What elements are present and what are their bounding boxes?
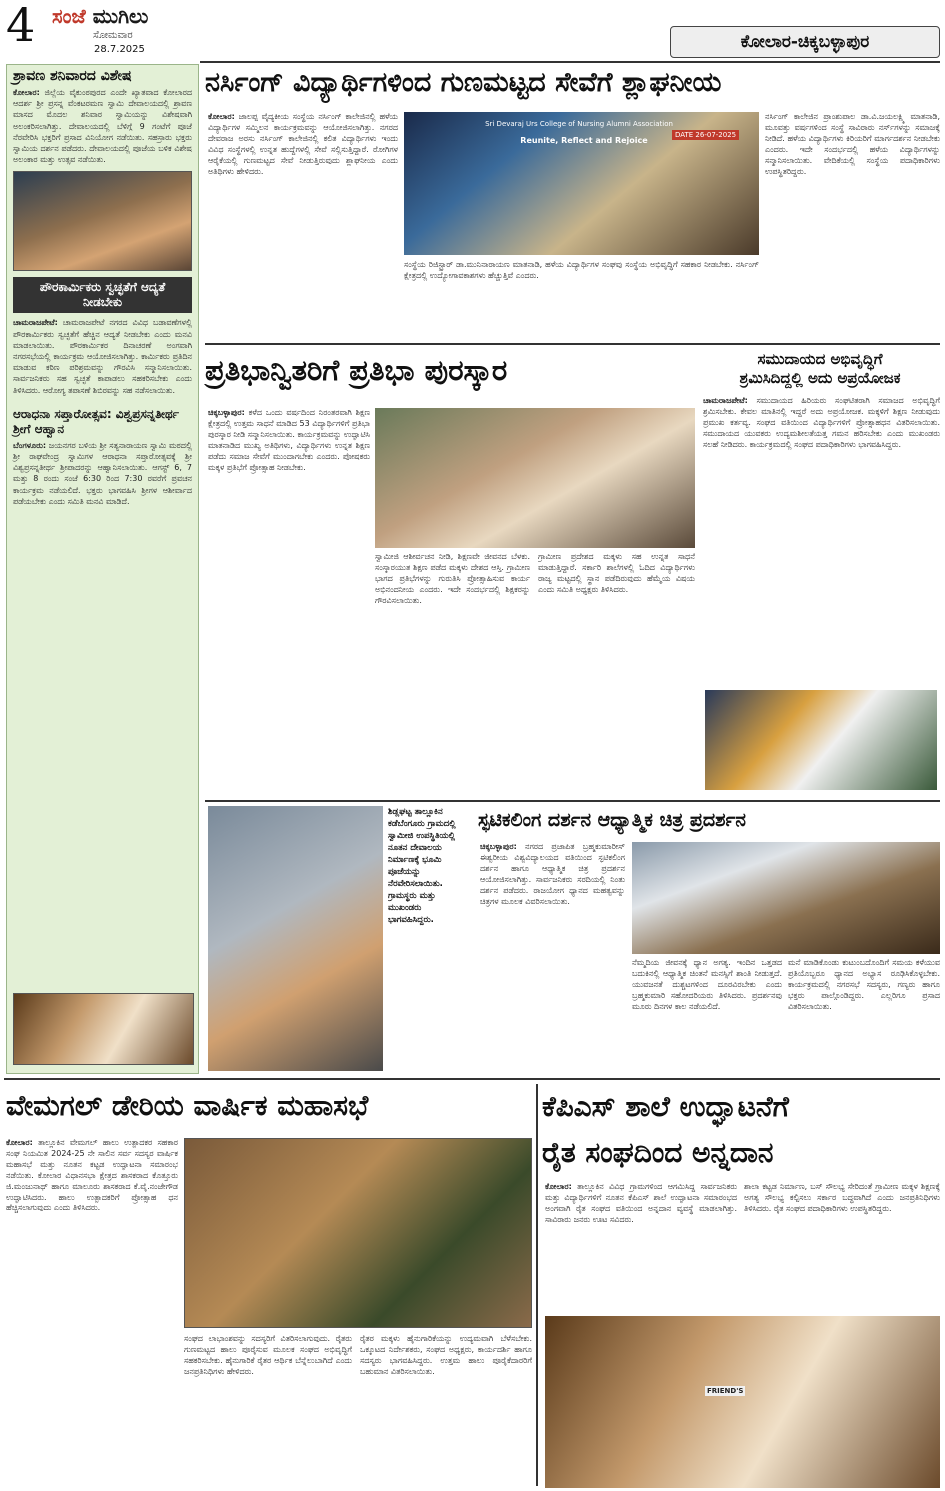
dairy-headline: ವೇಮಗಲ್ ಡೇರಿಯ ವಾರ್ಷಿಕ ಮಹಾಸಭೆ bbox=[6, 1089, 369, 1122]
sidebar-story1-title: ಶ್ರಾವಣ ಶನಿವಾರದ ವಿಶೇಷ bbox=[13, 68, 132, 84]
dairy-photo bbox=[184, 1138, 532, 1328]
sidebar-story1-body bbox=[7, 87, 198, 165]
nursing-text-col1: ಜಾಲಪ್ಪ ವೈದ್ಯಕೀಯ ಸಂಸ್ಥೆಯ ನರ್ಸಿಂಗ್ ಕಾಲೇಜಿನಲ್ಲಿ ಹಳೆಯ ವಿದ್ಯಾರ್ಥಿಗಳ ಸಮ್ಮಿಲನ ಕಾರ್ಯಕ್ರಮವನ್ನು ಆಯೋಜಿಸಲಾಗಿತ್ತು. ನಗರದ ದೇವರಾಜ ಅರಸು ನರ್ಸಿಂಗ್ ಕಾಲೇಜಿನಲ್ಲಿ ಕಲಿತ ವಿದ್ಯಾರ್ಥಿಗಳು ಇಂದು ವಿವಿಧ ಸಂಸ್ಥೆಗಳಲ್ಲಿ ಉನ್ನತ ಹುದ್ದೆಗಳಲ್ಲಿ ಸೇವೆ ಸಲ್ಲಿಸುತ್ತಿದ್ದಾರೆ. ರೋಗಿಗಳ ಆರೈಕೆಯಲ್ಲಿ ಗುಣಮಟ್ಟದ ಸೇವೆ ನೀಡುತ್ತಿರುವುದು ಶ್ಲಾಘನೀಯ ಎಂದು ಅತಿಥಿಗಳು ಹೇಳಿದರು. bbox=[208, 112, 398, 176]
dairy-body-col2: ಸಂಘದ ಲಾಭಾಂಶವನ್ನು ಸದಸ್ಯರಿಗೆ ವಿತರಿಸಲಾಗುವುದು. ರೈತರು ಗುಣಮಟ್ಟದ ಹಾಲು ಪೂರೈಸುವ ಮೂಲಕ ಸಂಘದ ಅಭಿವೃದ್ಧಿಗೆ ಸಹಕರಿಸಬೇಕು. ಹೈನುಗಾರಿಕೆ ರೈತರ ಆರ್ಥಿಕ ಬೆನ್ನೆಲುಬಾಗಿದೆ ಎಂದು ಜನಪ್ರತಿನಿಧಿಗಳು ಹೇಳಿದರು. bbox=[184, 1334, 352, 1376]
logo-part2: ಮುಗಿಲು bbox=[92, 4, 149, 28]
kps-headline bbox=[542, 1084, 940, 1178]
photo-banner-line1: Sri Devaraj Urs College of Nursing Alumni Association bbox=[485, 120, 673, 128]
divider bbox=[4, 1078, 940, 1080]
pratibha-text-col1: ಕಳೆದ ಒಂದು ವರ್ಷದಿಂದ ನಿರಂತರವಾಗಿ ಶಿಕ್ಷಣ ಕ್ಷೇತ್ರದಲ್ಲಿ ಉತ್ತಮ ಸಾಧನೆ ಮಾಡಿದ 53 ವಿದ್ಯಾರ್ಥಿಗಳಿಗೆ ಪ್ರತಿಭಾ ಪುರಸ್ಕಾರ ನೀಡಿ ಸನ್ಮಾನಿಸಲಾಯಿತು. ಕಾರ್ಯಕ್ರಮವನ್ನು ಉದ್ಘಾಟಿಸಿ ಮಾತನಾಡಿದ ಮುಖ್ಯ ಅತಿಥಿಗಳು, ವಿದ್ಯಾರ್ಥಿಗಳು ಉನ್ನತ ಶಿಕ್ಷಣ ಪಡೆದು ಸಮಾಜ ಸೇವೆಗೆ ಮುಂದಾಗಬೇಕು ಎಂದರು. ಪೋಷಕರು ಮಕ್ಕಳ ಪ್ರತಿಭೆಗೆ ಪ್ರೋತ್ಸಾಹ ನೀಡಬೇಕು. bbox=[208, 408, 370, 472]
spatika-body-col2: ನೆಮ್ಮದಿಯ ಜೀವನಕ್ಕೆ ಧ್ಯಾನ ಅಗತ್ಯ. ಇಂದಿನ ಒತ್ತಡದ ಬದುಕಿನಲ್ಲಿ ಆಧ್ಯಾತ್ಮಿಕ ಚಿಂತನೆ ಮನಸ್ಸಿಗೆ ಶಾಂತಿ ನೀಡುತ್ತದೆ. ಯುವಜನತೆ ದುಶ್ಚಟಗಳಿಂದ ದೂರವಿರಬೇಕು ಎಂದು ಬ್ರಹ್ಮಕುಮಾರಿ ಸಹೋದರಿಯರು ತಿಳಿಸಿದರು. ಪ್ರದರ್ಶನವು ಮೂರು ದಿನಗಳ ಕಾಲ ನಡೆಯಲಿದೆ. bbox=[632, 958, 782, 1011]
nursing-body-col1 bbox=[208, 112, 398, 337]
column-rule bbox=[536, 1084, 538, 1486]
bhoomi-pooje-photo bbox=[208, 806, 383, 1071]
samudaya-headline-line2: ಶ್ರಮಿಸಿದಿದ್ದಲ್ಲಿ ಅದು ಅಪ್ರಯೋಜಕ bbox=[739, 369, 901, 387]
issue-day: ಸೋಮವಾರ bbox=[93, 30, 133, 41]
samudaya-headline bbox=[700, 350, 940, 390]
dateline: ಕೋಲಾರ: bbox=[545, 1182, 572, 1191]
deity-photo bbox=[13, 171, 192, 271]
pratibha-body-col3: ಗ್ರಾಮೀಣ ಪ್ರದೇಶದ ಮಕ್ಕಳು ಸಹ ಉನ್ನತ ಸಾಧನೆ ಮಾಡುತ್ತಿದ್ದಾರೆ. ಸರ್ಕಾರಿ ಶಾಲೆಗಳಲ್ಲಿ ಓದಿದ ವಿದ್ಯಾರ್ಥಿಗಳು ರಾಜ್ಯ ಮಟ್ಟದಲ್ಲಿ ಸ್ಥಾನ ಪಡೆದಿರುವುದು ಹೆಮ್ಮೆಯ ವಿಷಯ ಎಂದು ಸಮಿತಿ ಅಧ್ಯಕ್ಷರು ತಿಳಿಸಿದರು. bbox=[538, 552, 695, 594]
dateline: ಕೋಲಾರ: bbox=[13, 88, 40, 97]
nursing-body-col2: ಸಂಸ್ಥೆಯ ರಿಜಿಸ್ಟ್ರಾರ್ ಡಾ.ಮುನಿನಾರಾಯಣ ಮಾತನಾಡಿ, ಹಳೆಯ ವಿದ್ಯಾರ್ಥಿಗಳ ಸಂಘವು ಸಂಸ್ಥೆಯ ಅಭಿವೃದ್ಧಿಗೆ ಸಹಕಾರ ನೀಡಬೇಕು. ನರ್ಸಿಂಗ್ ಕ್ಷೇತ್ರದಲ್ಲಿ ಉದ್ಯೋಗಾವಕಾಶಗಳು ಹೆಚ್ಚುತ್ತಿವೆ ಎಂದರು. bbox=[404, 260, 759, 280]
issue-date: 28.7.2025 bbox=[94, 44, 145, 55]
swamiji-photo bbox=[13, 993, 194, 1065]
samudaya-headline-line1: ಸಮುದಾಯದ ಅಭಿವೃದ್ಧಿಗೆ bbox=[757, 350, 883, 368]
kps-body-col1 bbox=[545, 1182, 737, 1310]
kps-photo bbox=[545, 1316, 940, 1488]
nursing-headline: ನರ್ಸಿಂಗ್ ವಿದ್ಯಾರ್ಥಿಗಳಿಂದ ಗುಣಮಟ್ಟದ ಸೇವೆಗೆ ಶ್ಲಾಘನೀಯ bbox=[205, 67, 722, 98]
pratibha-headline: ಪ್ರತಿಭಾನ್ವಿತರಿಗೆ ಪ್ರತಿಭಾ ಪುರಸ್ಕಾರ bbox=[205, 353, 508, 387]
dateline: ಬೆಂಗಳೂರು: bbox=[13, 440, 47, 450]
nursing-photo bbox=[404, 112, 759, 255]
pratibha-body-col1 bbox=[208, 408, 370, 798]
dateline: ಚಿಕ್ಕಬಳ್ಳಾಪುರ: bbox=[208, 408, 245, 417]
spatika-body-col3: ಮನೆ ಮಾಡಿಕೊಂಡು ಕುಟುಂಬದೊಂದಿಗೆ ಸಮಯ ಕಳೆಯುವ ಪ್ರತಿಯೊಬ್ಬರೂ ಧ್ಯಾನದ ಅಭ್ಯಾಸ ರೂಢಿಸಿಕೊಳ್ಳಬೇಕು. ಕಾರ್ಯಕ್ರಮದಲ್ಲಿ ನಗರಸಭೆ ಸದಸ್ಯರು, ಗಣ್ಯರು ಹಾಗೂ ಭಕ್ತರು ಪಾಲ್ಗೊಂಡಿದ್ದರು. ಎಲ್ಲರಿಗೂ ಪ್ರಸಾದ ವಿತರಿಸಲಾಯಿತು. bbox=[788, 958, 940, 1011]
sidebar-story2-body bbox=[7, 317, 198, 395]
pratibha-body-col2: ಸ್ವಾಮೀಜಿ ಆಶೀರ್ವಚನ ನೀಡಿ, ಶಿಕ್ಷಣವೇ ಜೀವನದ ಬೆಳಕು. ಸಂಸ್ಕಾರಯುತ ಶಿಕ್ಷಣ ಪಡೆದ ಮಕ್ಕಳು ದೇಶದ ಆಸ್ತಿ. ಗ್ರಾಮೀಣ ಭಾಗದ ಪ್ರತಿಭೆಗಳನ್ನು ಗುರುತಿಸಿ ಪ್ರೋತ್ಸಾಹಿಸುವ ಕಾರ್ಯ ಅಭಿನಂದನೀಯ ಎಂದರು. ಇದೇ ಸಂದರ್ಭದಲ್ಲಿ ಶಿಕ್ಷಕರನ್ನು ಗೌರವಿಸಲಾಯಿತು. bbox=[375, 552, 530, 605]
samudaya-body bbox=[703, 396, 940, 686]
dairy-body-col3: ರೈತರ ಮಕ್ಕಳು ಹೈನುಗಾರಿಕೆಯನ್ನು ಉದ್ಯಮವಾಗಿ ಬೆಳೆಸಬೇಕು. ಒಕ್ಕೂಟದ ನಿರ್ದೇಶಕರು, ಸಂಘದ ಅಧ್ಯಕ್ಷರು, ಕಾರ್ಯದರ್ಶಿ ಹಾಗೂ ಸದಸ್ಯರು ಭಾಗವಹಿಸಿದ್ದರು. ಉತ್ತಮ ಹಾಲು ಪೂರೈಕೆದಾರರಿಗೆ ಬಹುಮಾನ ವಿತರಿಸಲಾಯಿತು. bbox=[360, 1334, 532, 1376]
sidebar-story2-title: ಪೌರಕಾರ್ಮಿಕರು ಸ್ವಚ್ಛತೆಗೆ ಆದ್ಯತೆ ನೀಡಬೇಕು bbox=[13, 277, 192, 313]
photo-banner-date: DATE 26-07-2025 bbox=[672, 130, 739, 140]
sidebar-story2-text: ಚಾಮರಾಜಪೇಟೆ ನಗರದ ವಿವಿಧ ಬಡಾವಣೆಗಳಲ್ಲಿ ಪೌರಕಾರ್ಮಿಕರು ಸ್ವಚ್ಛತೆಗೆ ಹೆಚ್ಚಿನ ಆದ್ಯತೆ ನೀಡಬೇಕು ಎಂದು ಮನವಿ ಮಾಡಲಾಯಿತು. ಪೌರಕಾರ್ಮಿಕರ ದಿನಾಚರಣೆ ಅಂಗವಾಗಿ ನಗರಸಭೆಯಲ್ಲಿ ಕಾರ್ಯಕ್ರಮ ಆಯೋಜಿಸಲಾಗಿತ್ತು. ಕಾರ್ಮಿಕರು ಪ್ರತಿದಿನ ಮಾಡುವ ಕಠಿಣ ಪರಿಶ್ರಮವನ್ನು ಗೌರವಿಸಿ ಸನ್ಮಾನಿಸಲಾಯಿತು. ಸಾರ್ವಜನಿಕರು ಸಹ ಸ್ವಚ್ಛತೆ ಕಾಪಾಡಲು ಸಹಕರಿಸಬೇಕು ಎಂದು ತಿಳಿಸಿದರು. ಆರೋಗ್ಯ ತಪಾಸಣೆ ಶಿಬಿರವನ್ನು ಸಹ ನಡೆಸಲಾಯಿತು. bbox=[13, 318, 193, 395]
dateline: ಕೋಲಾರ: bbox=[6, 1138, 33, 1147]
dateline: ಕೋಲಾರ: bbox=[208, 112, 235, 121]
kps-headline-line2: ರೈತ ಸಂಘದಿಂದ ಅನ್ನದಾನ bbox=[542, 1136, 774, 1169]
sidebar-story3-title: ಆರಾಧನಾ ಸಪ್ತಾರೋತ್ಸವ: ವಿಶ್ವಪ್ರಸನ್ನತೀರ್ಥ ಶ್ರೀಗೆ ಆಹ್ವಾನ bbox=[13, 406, 179, 436]
photo-caption: ಶಿಡ್ಲಘಟ್ಟ ತಾಲ್ಲೂಕಿನ ಕಡೆಬೆಂಗೂರು ಗ್ರಾಮದಲ್ಲಿ ಸ್ವಾಮೀಜಿ ಉಪಸ್ಥಿತಿಯಲ್ಲಿ ನೂತನ ದೇವಾಲಯ ನಿರ್ಮಾಣಕ್ಕೆ ಭೂಮಿ ಪೂಜೆಯನ್ನು ನೆರವೇರಿಸಲಾಯಿತು. ಗ್ರಾಮಸ್ಥರು ಮತ್ತು ಮುಖಂಡರು ಭಾಗವಹಿಸಿದ್ದರು. bbox=[388, 807, 456, 925]
kps-body-col2: ಶಾಲಾ ಕಟ್ಟಡ ನಿರ್ಮಾಣ, ಬಸ್ ಸೌಲಭ್ಯ ಸೇರಿದಂತೆ ಗ್ರಾಮೀಣ ಮಕ್ಕಳ ಶಿಕ್ಷಣಕ್ಕೆ ಅಗತ್ಯ ಸೌಲಭ್ಯ ಕಲ್ಪಿಸಲು ಸರ್ಕಾರ ಬದ್ಧವಾಗಿದೆ ಎಂದು ಜನಪ್ರತಿನಿಧಿಗಳು ತಿಳಿಸಿದರು. ರೈತ ಸಂಘದ ಪದಾಧಿಕಾರಿಗಳು ಉಪಸ್ಥಿತರಿದ್ದರು. bbox=[744, 1182, 940, 1213]
kps-headline-line1: ಕೆಪಿಎಸ್ ಶಾಲೆ ಉದ್ಘಾಟನೆಗೆ bbox=[542, 1090, 789, 1123]
kps-text-col1: ತಾಲ್ಲೂಕಿನ ವಿವಿಧ ಗ್ರಾಮಗಳಿಂದ ಆಗಮಿಸಿದ್ದ ಸಾರ್ವಜನಿಕರು ಮತ್ತು ವಿದ್ಯಾರ್ಥಿಗಳಿಗೆ ನೂತನ ಕೆಪಿಎಸ್ ಶಾಲೆ ಉದ್ಘಾಟನಾ ಸಮಾರಂಭದ ಅಂಗವಾಗಿ ರೈತ ಸಂಘದ ವತಿಯಿಂದ ಅನ್ನದಾನ ವ್ಯವಸ್ಥೆ ಮಾಡಲಾಗಿತ್ತು. ಸಾವಿರಾರು ಜನರು ಊಟ ಸವಿದರು. bbox=[545, 1182, 737, 1224]
logo-part1: ಸಂಜೆ bbox=[52, 4, 86, 28]
nursing-body-col3: ನರ್ಸಿಂಗ್ ಕಾಲೇಜಿನ ಪ್ರಾಂಶುಪಾಲ ಡಾ.ವಿ.ಜಯಲಕ್ಷ್ಮಿ ಮಾತನಾಡಿ, ಮೂವತ್ತು ವರ್ಷಗಳಿಂದ ಸಂಸ್ಥೆ ಸಾವಿರಾರು ನರ್ಸ್‌ಗಳನ್ನು ಸಮಾಜಕ್ಕೆ ನೀಡಿದೆ. ಹಳೆಯ ವಿದ್ಯಾರ್ಥಿಗಳು ಕಿರಿಯರಿಗೆ ಮಾರ್ಗದರ್ಶನ ನೀಡಬೇಕು ಎಂದರು. ಇದೇ ಸಂದರ್ಭದಲ್ಲಿ ಹಳೆಯ ವಿದ್ಯಾರ್ಥಿಗಳನ್ನು ಸನ್ಮಾನಿಸಲಾಯಿತು. ವೇದಿಕೆಯಲ್ಲಿ ಸಂಸ್ಥೆಯ ಪದಾಧಿಕಾರಿಗಳು ಉಪಸ್ಥಿತರಿದ್ದರು. bbox=[765, 112, 940, 176]
pratibha-photo bbox=[375, 408, 695, 548]
dateline: ಚಿಕ್ಕಬಳ್ಳಾಪುರ: bbox=[480, 842, 517, 851]
samudaya-text: ಸಮುದಾಯದ ಹಿರಿಯರು ಸಂಘಟಿತರಾಗಿ ಸಮಾಜದ ಅಭಿವೃದ್ಧಿಗೆ ಶ್ರಮಿಸಬೇಕು. ಕೇವಲ ಮಾತಿನಲ್ಲಿ ಇದ್ದರೆ ಅದು ಅಪ್ರಯೋಜಕ. ಮಕ್ಕಳಿಗೆ ಶಿಕ್ಷಣ ನೀಡುವುದು ಪ್ರಮುಖ ಕರ್ತವ್ಯ. ಸಂಘದ ವತಿಯಿಂದ ವಿದ್ಯಾರ್ಥಿಗಳಿಗೆ ಪ್ರೋತ್ಸಾಹಧನ ವಿತರಿಸಲಾಯಿತು. ಸಮುದಾಯದ ಯುವಕರು ಉದ್ಯಮಶೀಲತೆಯತ್ತ ಗಮನ ಹರಿಸಬೇಕು ಎಂದು ಮುಖಂಡರು ಸಲಹೆ ನೀಡಿದರು. ಕಾರ್ಯಕ್ರಮದಲ್ಲಿ ಸಂಘದ ಪದಾಧಿಕಾರಿಗಳು ಭಾಗವಹಿಸಿದ್ದರು. bbox=[703, 396, 940, 449]
newspaper-logo bbox=[52, 4, 148, 28]
sidebar-panel bbox=[6, 64, 199, 1074]
dateline: ಚಾಮರಾಜಪೇಟೆ: bbox=[13, 318, 58, 328]
sidebar-story3-body bbox=[7, 440, 198, 507]
dairy-text-col1: ತಾಲ್ಲೂಕಿನ ವೇಮಗಲ್ ಹಾಲು ಉತ್ಪಾದಕರ ಸಹಕಾರ ಸಂಘ ನಿಯಮಿತ 2024-25 ನೇ ಸಾಲಿನ ಸರ್ವ ಸದಸ್ಯರ ವಾರ್ಷಿಕ ಮಹಾಸಭೆ ಮತ್ತು ನೂತನ ಕಟ್ಟಡ ಉದ್ಘಾಟನಾ ಸಮಾರಂಭ ನಡೆಯಿತು. ಕೋಲಾರ ವಿಧಾನಸಭಾ ಕ್ಷೇತ್ರದ ಶಾಸಕರಾದ ಕೊತ್ತೂರು ಜಿ.ಮಂಜುನಾಥ್ ಹಾಗೂ ಮಾಲೂರು ಶಾಸಕರಾದ ಕೆ.ವೈ.ನಂಜೇಗೌಡ ಉದ್ಘಾಟಿಸಿದರು. ಹಾಲು ಉತ್ಪಾದಕರಿಗೆ ಪ್ರೋತ್ಸಾಹ ಧನ ಹೆಚ್ಚಿಸಲಾಗುವುದು ಎಂದು ತಿಳಿಸಿದರು. bbox=[6, 1138, 178, 1213]
spatika-photo bbox=[632, 842, 940, 954]
divider bbox=[205, 343, 940, 345]
spatika-text-col1: ನಗರದ ಪ್ರಜಾಪಿತ ಬ್ರಹ್ಮಕುಮಾರೀಸ್ ಈಶ್ವರೀಯ ವಿಶ್ವವಿದ್ಯಾಲಯದ ವತಿಯಿಂದ ಸ್ಫಟಿಕಲಿಂಗ ದರ್ಶನ ಹಾಗೂ ಆಧ್ಯಾತ್ಮಿಕ ಚಿತ್ರ ಪ್ರದರ್ಶನ ಆಯೋಜಿಸಲಾಗಿತ್ತು. ಸಾರ್ವಜನಿಕರು ಸರದಿಯಲ್ಲಿ ನಿಂತು ದರ್ಶನ ಪಡೆದರು. ರಾಜಯೋಗ ಧ್ಯಾನದ ಮಹತ್ವವನ್ನು ಚಿತ್ರಗಳ ಮೂಲಕ ವಿವರಿಸಲಾಯಿತು. bbox=[480, 842, 625, 906]
divider bbox=[205, 800, 940, 802]
samudaya-photo bbox=[705, 690, 937, 790]
sidebar-story1-text: ಜಿಲ್ಲೆಯ ವೈಕುಂಠಪುರದ ಎಂದೇ ಖ್ಯಾತವಾದ ಕೋಲಾರದ ಆದರ್ಶ ಶ್ರೀ ಪ್ರಸನ್ನ ವೆಂಕಟರಮಣ ಸ್ವಾಮಿ ದೇವಾಲಯದಲ್ಲಿ ಶ್ರಾವಣ ಮಾಸದ ಮೊದಲ ಶನಿವಾರ ಸ್ವಾಮಿಯನ್ನು ವಿಶೇಷವಾಗಿ ಅಲಂಕರಿಸಲಾಗಿತ್ತು. ದೇವಾಲಯದಲ್ಲಿ ಬೆಳಿಗ್ಗೆ 9 ಗಂಟೆಗೆ ಪೂಜೆ ನೆರವೇರಿಸಿ ಭಕ್ತರಿಗೆ ಪ್ರಸಾದ ವಿನಿಯೋಗ ನಡೆಯಿತು. ಸಹಸ್ರಾರು ಭಕ್ತರು ಸ್ವಾಮಿಯ ದರ್ಶನ ಪಡೆದರು. ದೇವಾಲಯದಲ್ಲಿ ಪೂಜೆಯ ಬಳಿಕ ವಿಶೇಷ ಅಲಂಕಾರ ಮತ್ತು ಉತ್ಸವ ನಡೆಯಿತು. bbox=[13, 88, 192, 165]
spatika-headline: ಸ್ಫಟಿಕಲಿಂಗ ದರ್ಶನ ಆಧ್ಯಾತ್ಮಿಕ ಚಿತ್ರ ಪ್ರದರ್ಶನ bbox=[478, 809, 746, 831]
photo-banner-line2: Reunite, Reflect and Rejoice bbox=[520, 136, 648, 145]
section-label: ಕೋಲಾರ-ಚಿಕ್ಕಬಳ್ಳಾಪುರ bbox=[670, 26, 940, 58]
dairy-body-col1 bbox=[6, 1138, 178, 1486]
sidebar-story3-text: ಜಯನಗರ ಬಳಿಯ ಶ್ರೀ ಸತ್ಯನಾರಾಯಣ ಸ್ವಾಮಿ ಮಠದಲ್ಲಿ ಶ್ರೀ ರಾಘವೇಂದ್ರ ಸ್ವಾಮಿಗಳ ಆರಾಧನಾ ಸಪ್ತಾರೋತ್ಸವಕ್ಕೆ ಶ್ರೀ ವಿಶ್ವಪ್ರಸನ್ನತೀರ್ಥ ಶ್ರೀಪಾದರನ್ನು ಆಹ್ವಾನಿಸಲಾಯಿತು. ಆಗಸ್ಟ್ 6, 7 ಮತ್ತು 8 ರಂದು ಸಂಜೆ 6:30 ರಿಂದ 7:30 ರವರೆಗೆ ಪ್ರವಚನ ಕಾರ್ಯಕ್ರಮ ನಡೆಯಲಿದೆ. ಭಕ್ತರು ಭಾಗವಹಿಸಿ ಶ್ರೀಗಳ ಆಶೀರ್ವಾದ ಪಡೆಯಬೇಕು ಎಂದು ಸಮಿತಿ ಮನವಿ ಮಾಡಿದೆ. bbox=[13, 440, 192, 506]
spatika-body-col1 bbox=[480, 842, 625, 1072]
dateline: ಚಾಮರಾಜಪೇಟೆ: bbox=[703, 396, 748, 405]
top-rule bbox=[200, 61, 940, 63]
photo-shirt-text: FRIEND'S bbox=[707, 1387, 744, 1395]
page-number: 4 bbox=[6, 0, 36, 52]
